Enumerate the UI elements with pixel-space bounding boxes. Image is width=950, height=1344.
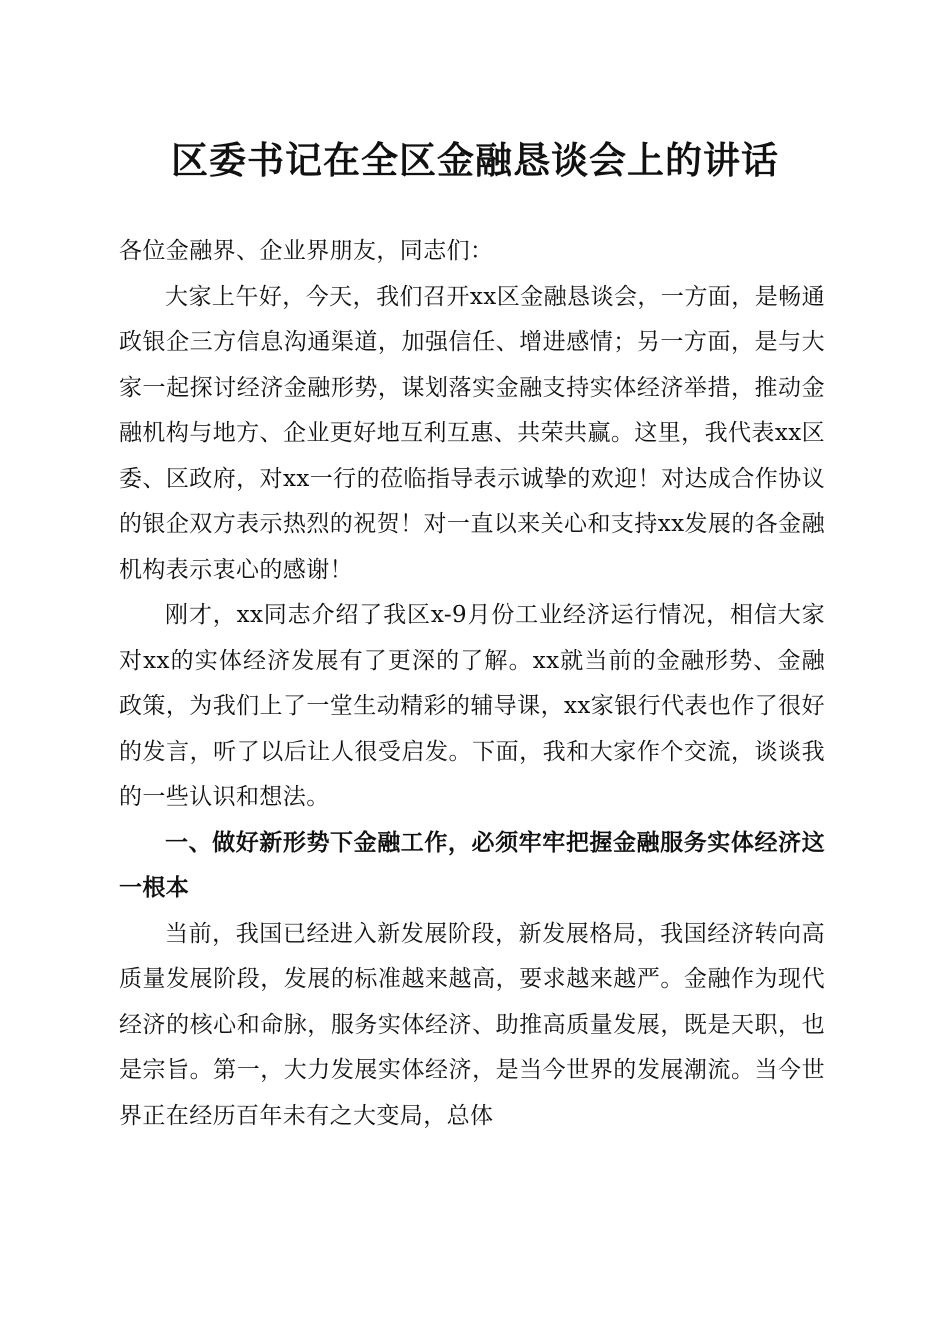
document-title: 区委书记在全区金融恳谈会上的讲话 xyxy=(171,138,779,182)
section-heading-1: 一、做好新形势下金融工作，必须牢牢把握金融服务实体经济这一根本 xyxy=(119,829,825,901)
section-1-paragraph: 当前，我国已经进入新发展阶段，新发展格局，我国经济转向高质量发展阶段，发展的标准越来越高，要求越来越严。金融作为现代经济的核心和命脉，服务实体经济、助推高质量发展，既是天职，也是宗旨。第一，大力发展实体经济，是当今世界的发展潮流。当今世界正在经历百年未有之大变局，总体 xyxy=(119,920,825,1129)
paragraph-opening: 大家上午好，今天，我们召开xx区金融恳谈会，一方面，是畅通政银企三方信息沟通渠道，加强信任、增进感情；另一方面，是与大家一起探讨经济金融形势，谋划落实金融支持实体经济举措，推动金融机构与地方、企业更好地互利互惠、共荣共赢。这里，我代表xx区委、区政府，对xx一行的莅临指导表示诚挚的欢迎！对达成合作协议的银企双方表示热烈的祝贺！对一直以来关心和支持xx发展的各金融机构表示衷心的感谢！ xyxy=(119,283,825,583)
paragraph-introduction: 刚才，xx同志介绍了我区x-9月份工业经济运行情况，相信大家对xx的实体经济发展有了更深的了解。xx就当前的金融形势、金融政策，为我们上了一堂生动精彩的辅导课，xx家银行代表也作了很好的发言，听了以后让人很受启发。下面，我和大家作个交流，谈谈我的一些认识和想法。 xyxy=(119,602,825,810)
document-body xyxy=(119,229,825,1139)
salutation: 各位金融界、企业界朋友，同志们： xyxy=(119,238,494,264)
